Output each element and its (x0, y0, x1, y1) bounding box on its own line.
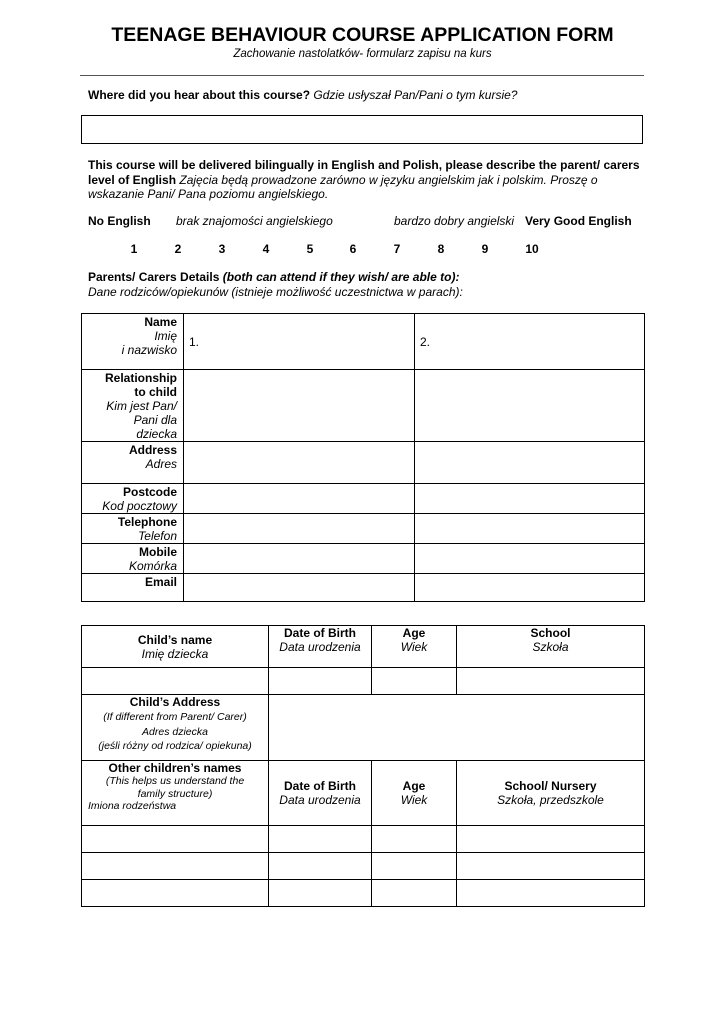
child-name-field[interactable] (82, 668, 269, 695)
table-row (82, 626, 645, 668)
parents-heading-en: Parents/ Carers Details (88, 270, 220, 284)
parent1-relationship-field[interactable] (184, 370, 415, 442)
postcode-label: Postcode Kod pocztowy (82, 484, 184, 514)
child-dob-header: Date of Birth Data urodzenia (269, 626, 372, 668)
table-row (82, 668, 645, 695)
divider (80, 75, 644, 76)
child-age-header: Age Wiek (372, 626, 457, 668)
sibling3-school-field[interactable] (457, 880, 645, 907)
table-row (82, 544, 645, 574)
english-intro-en: This course will be delivered bilingually in English and Polish, please describe the parent/ carers level of English (88, 158, 640, 187)
table-row (82, 853, 645, 880)
child-dob-field[interactable] (269, 668, 372, 695)
table-row (82, 880, 645, 907)
table-row (82, 514, 645, 544)
parent1-mobile-field[interactable] (184, 544, 415, 574)
scale-low-pl: brak znajomości angielskiego (176, 214, 333, 228)
scale-option-7[interactable]: 7 (393, 242, 401, 256)
parent1-name-field[interactable]: 1. (184, 314, 415, 370)
page-subtitle: Zachowanie nastolatków- formularz zapisu na kurs (233, 48, 492, 60)
other-age-header: Age Wiek (372, 761, 457, 826)
scale-option-2[interactable]: 2 (174, 242, 182, 256)
child-address-field[interactable] (269, 695, 645, 761)
english-level-intro (88, 158, 644, 202)
child-table (81, 625, 645, 907)
table-row (82, 442, 645, 484)
parent2-name-field[interactable]: 2. (415, 314, 645, 370)
sibling1-name-field[interactable] (82, 826, 269, 853)
child-age-field[interactable] (372, 668, 457, 695)
hear-about-answer-field[interactable] (81, 115, 643, 144)
scale-high-en: Very Good English (525, 214, 632, 228)
parent2-mobile-field[interactable] (415, 544, 645, 574)
scale-option-9[interactable]: 9 (481, 242, 489, 256)
address-label: Address Adres (82, 442, 184, 484)
sibling3-age-field[interactable] (372, 880, 457, 907)
parent2-email-field[interactable] (415, 574, 645, 602)
sibling3-dob-field[interactable] (269, 880, 372, 907)
scale-high-pl: bardzo dobry angielski (394, 214, 515, 228)
sibling2-age-field[interactable] (372, 853, 457, 880)
parent2-address-field[interactable] (415, 442, 645, 484)
question-hear-en: Where did you hear about this course? (88, 88, 311, 102)
child-school-field[interactable] (457, 668, 645, 695)
table-row (82, 484, 645, 514)
scale-option-6[interactable]: 6 (349, 242, 357, 256)
scale-option-4[interactable]: 4 (262, 242, 270, 256)
table-row (82, 574, 645, 602)
parent2-relationship-field[interactable] (415, 370, 645, 442)
parent1-address-field[interactable] (184, 442, 415, 484)
parent1-email-field[interactable] (184, 574, 415, 602)
child-name-header: Child’s name Imię dziecka (82, 626, 269, 668)
other-school-header: School/ Nursery Szkoła, przedszkole (457, 761, 645, 826)
parents-heading-pl: Dane rodziców/opiekunów (istnieje możliwość uczestnictwa w parach): (88, 284, 463, 299)
parent2-postcode-field[interactable] (415, 484, 645, 514)
name-label: Name Imię i nazwisko (82, 314, 184, 370)
page-title: TEENAGE BEHAVIOUR COURSE APPLICATION FORM (111, 24, 614, 46)
sibling3-name-field[interactable] (82, 880, 269, 907)
sibling1-school-field[interactable] (457, 826, 645, 853)
table-row (82, 761, 645, 826)
parents-heading (88, 270, 463, 299)
mobile-label: Mobile Komórka (82, 544, 184, 574)
table-row (82, 695, 645, 761)
sibling2-school-field[interactable] (457, 853, 645, 880)
question-hear-pl: Gdzie usłyszał Pan/Pani o tym kursie? (313, 88, 518, 102)
child-school-header: School Szkoła (457, 626, 645, 668)
parent2-telephone-field[interactable] (415, 514, 645, 544)
scale-low-en: No English (88, 214, 151, 228)
table-row (82, 314, 645, 370)
sibling1-dob-field[interactable] (269, 826, 372, 853)
telephone-label: Telephone Telefon (82, 514, 184, 544)
scale-option-10[interactable]: 10 (525, 242, 539, 256)
scale-option-5[interactable]: 5 (306, 242, 314, 256)
relationship-label: Relationship to child Kim jest Pan/ Pani dla dziecka (82, 370, 184, 442)
sibling2-dob-field[interactable] (269, 853, 372, 880)
table-row (82, 826, 645, 853)
other-children-label: Other children’s names (This helps us understand the family structure) Imiona rodzeństwa (82, 761, 269, 826)
child-address-label: Child’s Address (If different from Parent/ Carer) Adres dziecka (jeśli różny od rodzica/ opiekuna) (82, 695, 269, 761)
parent1-postcode-field[interactable] (184, 484, 415, 514)
scale-option-3[interactable]: 3 (218, 242, 226, 256)
email-label: Email (82, 574, 184, 602)
scale-option-8[interactable]: 8 (437, 242, 445, 256)
sibling1-age-field[interactable] (372, 826, 457, 853)
table-row (82, 370, 645, 442)
question-hear-about (88, 88, 517, 102)
parents-heading-note: (both can attend if they wish/ are able to): (222, 270, 460, 284)
parent1-telephone-field[interactable] (184, 514, 415, 544)
parents-table (81, 313, 645, 602)
other-dob-header: Date of Birth Data urodzenia (269, 761, 372, 826)
scale-option-1[interactable]: 1 (130, 242, 138, 256)
english-intro-pl: Zajęcia będą prowadzone zarówno w języku angielskim jak i polskim. Proszę o wskazanie Pani/ Pana poziomu angielskiego. (88, 172, 598, 201)
sibling2-name-field[interactable] (82, 853, 269, 880)
